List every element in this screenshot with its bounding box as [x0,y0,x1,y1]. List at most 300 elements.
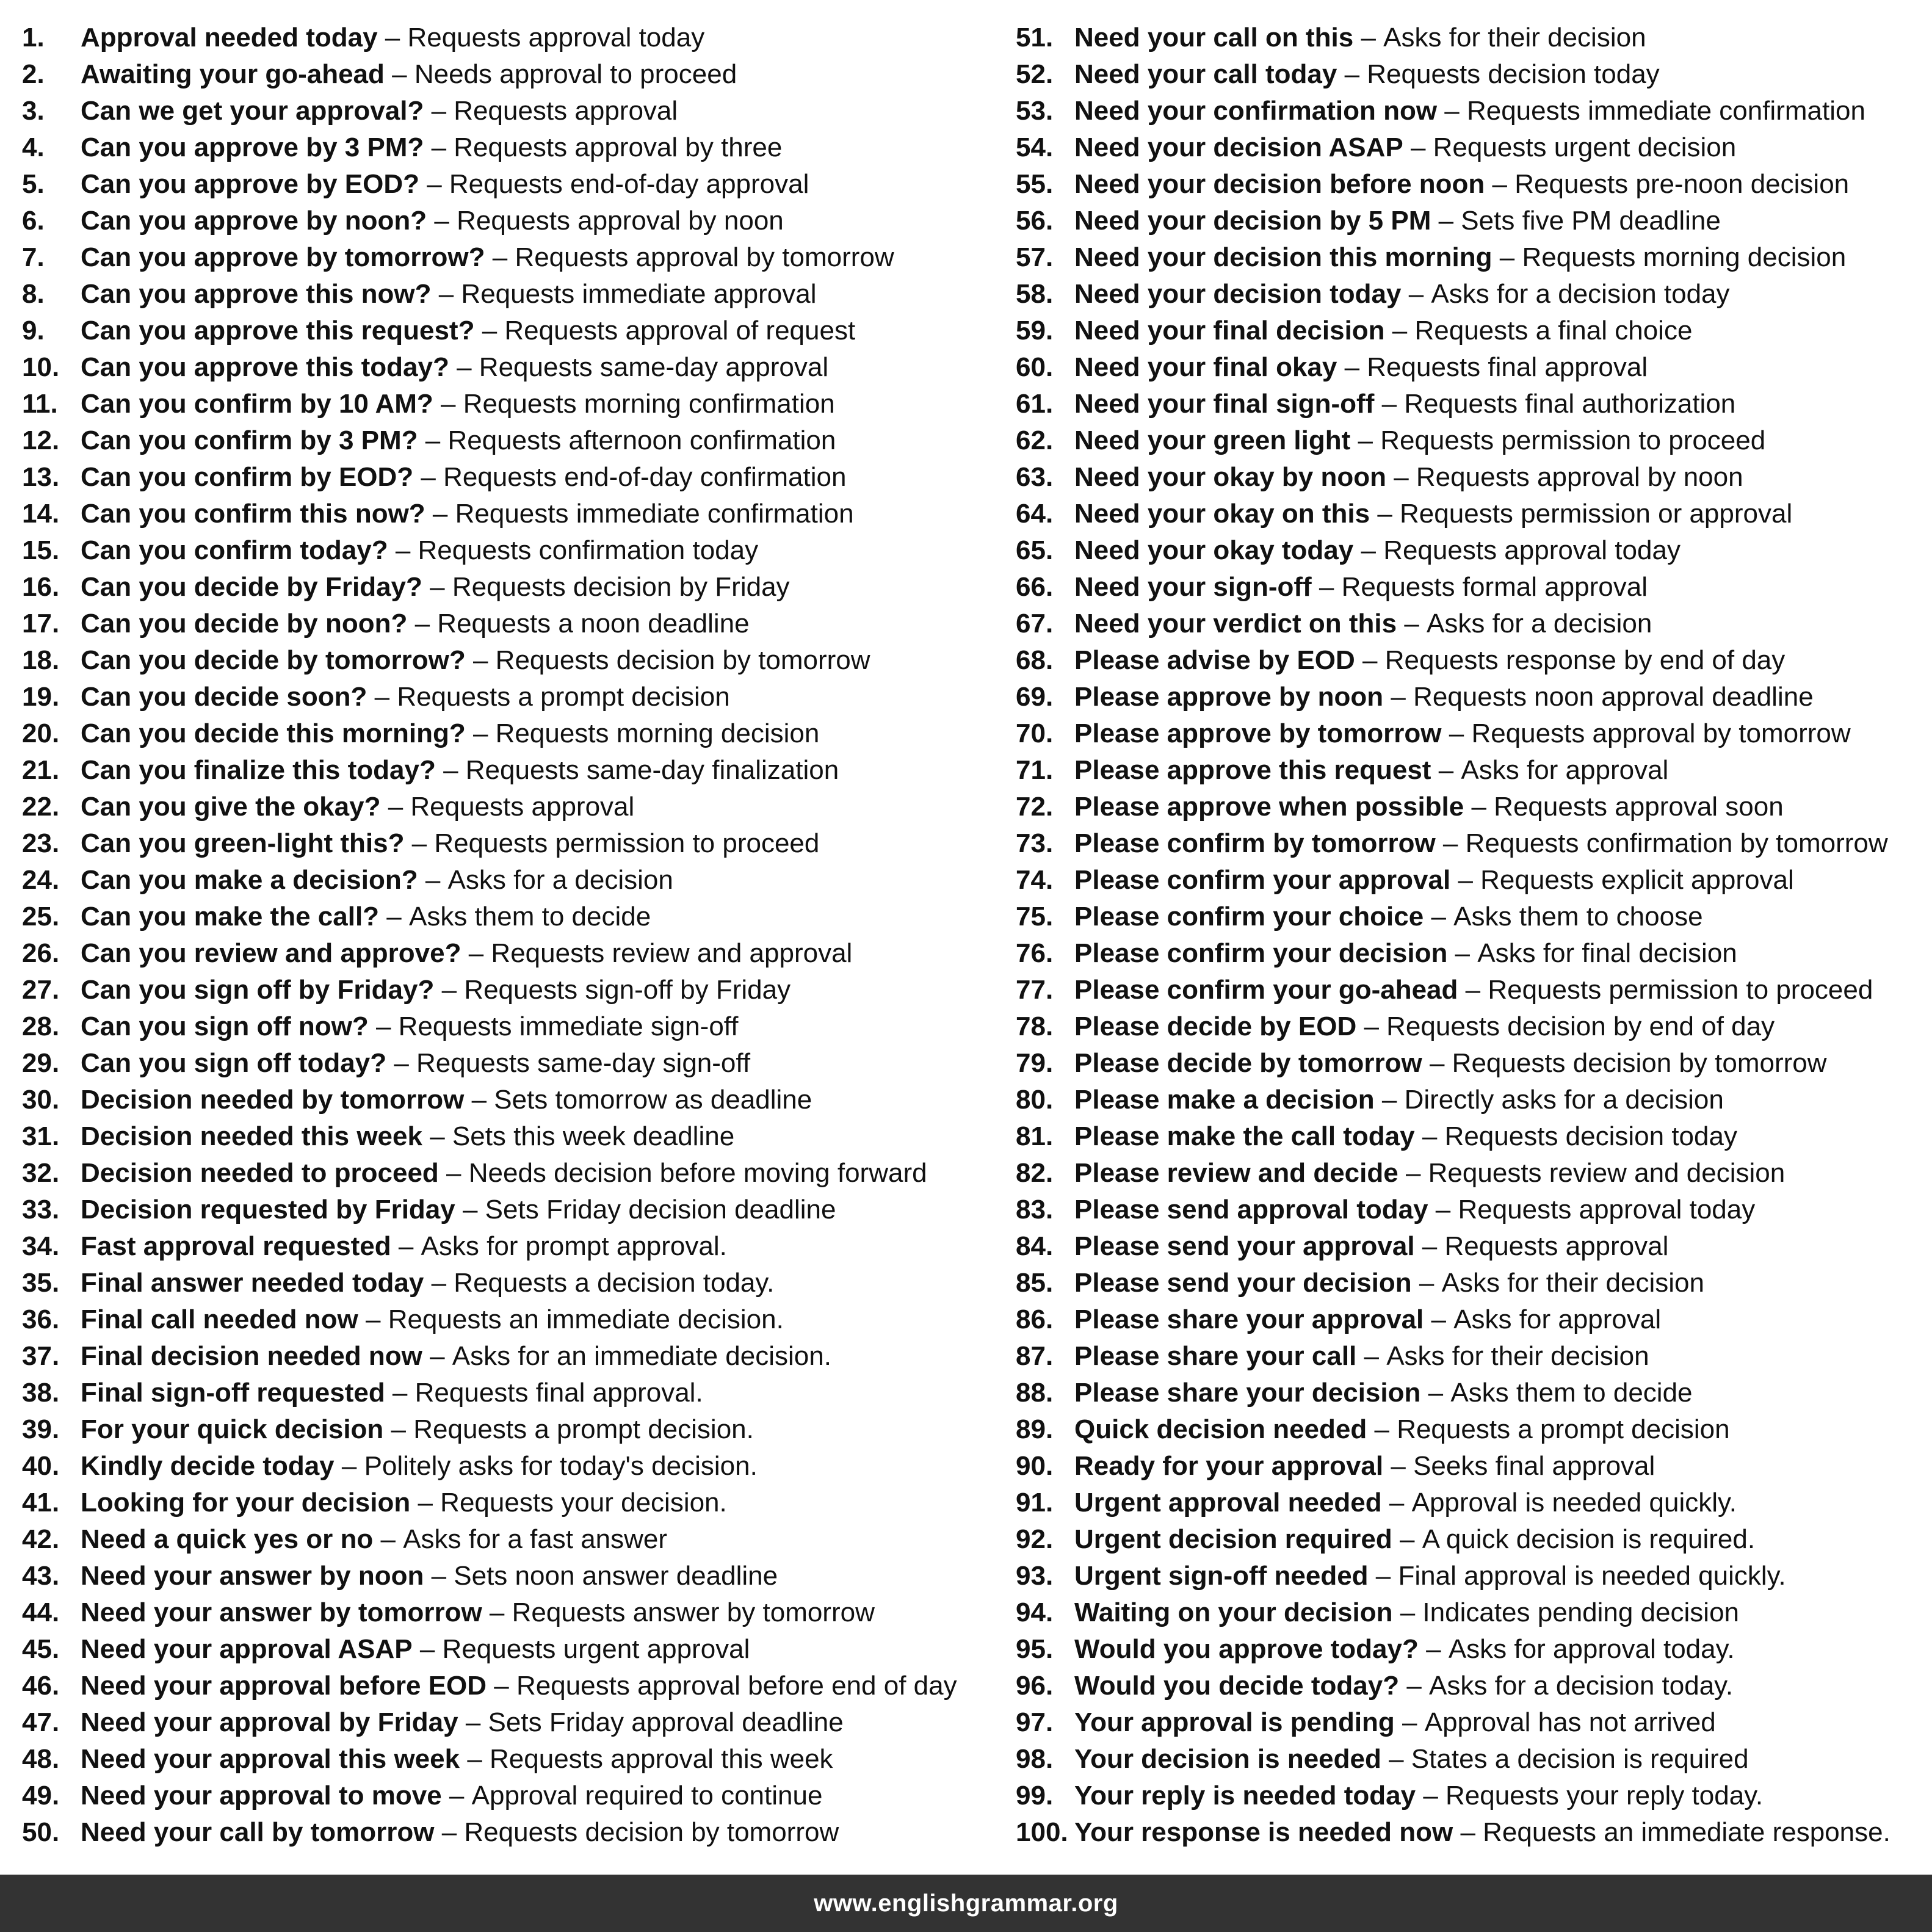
list-item [22,459,999,496]
item-description: Requests immediate confirmation [1466,96,1865,126]
item-separator: – [1367,1414,1397,1444]
item-number: 92. [1016,1524,1054,1554]
item-number: 70. [1016,718,1054,748]
list-item [1016,313,1919,349]
item-description: Directly asks for a decision [1404,1085,1724,1115]
item-phrase: Need your call by tomorrow [81,1817,435,1847]
list-item [22,1375,999,1411]
item-phrase: Please approve this request [1074,755,1431,785]
item-phrase: Can we get your approval? [81,96,424,126]
item-number: 55. [1016,169,1054,199]
item-separator: – [385,1378,415,1408]
item-number: 7. [22,242,45,272]
item-separator: – [1337,59,1367,89]
item-separator: – [1450,865,1481,895]
list-item [1016,1411,1919,1448]
item-phrase: Please share your decision [1074,1378,1421,1408]
item-number: 12. [22,425,60,455]
item-description: Requests same-day finalization [465,755,839,785]
item-number: 56. [1016,206,1054,236]
item-separator: – [1403,132,1433,162]
item-description: Asks for prompt approval. [421,1231,727,1261]
list-item [22,1594,999,1631]
item-phrase: Can you make the call? [81,902,380,932]
item-number: 91. [1016,1488,1054,1518]
item-phrase: Can you green-light this? [81,828,405,858]
list-item [22,1521,999,1558]
item-separator: – [377,23,408,52]
item-separator: – [368,1011,399,1041]
item-phrase: Can you finalize this today? [81,755,436,785]
item-separator: – [1453,1817,1483,1847]
list-item [1016,1741,1919,1778]
list-item [22,1448,999,1485]
item-description: Sets Friday approval deadline [488,1707,844,1737]
item-phrase: Can you confirm by 10 AM? [81,389,433,419]
list-item [22,1741,999,1778]
list-item [1016,642,1919,679]
item-number: 6. [22,206,45,236]
item-description: Requests end-of-day approval [449,169,809,199]
item-number: 100. [1016,1817,1068,1847]
item-separator: – [1416,1781,1446,1811]
item-separator: – [418,425,448,455]
item-separator: – [1394,1707,1425,1737]
item-phrase: Need your okay today [1074,535,1354,565]
list-item [22,496,999,532]
item-separator: – [474,316,505,346]
list-item [22,386,999,422]
item-separator: – [465,718,496,748]
item-description: Approval required to continue [471,1781,823,1811]
item-description: Requests decision today [1444,1121,1737,1151]
item-phrase: Urgent sign-off needed [1074,1561,1369,1591]
list-item [22,349,999,386]
item-description: Requests approval soon [1494,792,1784,822]
item-description: Requests permission to proceed [1380,425,1766,455]
item-separator: – [424,1561,454,1591]
item-number: 52. [1016,59,1054,89]
list-item [1016,1668,1919,1704]
item-separator: – [1392,1597,1423,1627]
list-item [1016,166,1919,203]
item-description: Requests confirmation by tomorrow [1465,828,1888,858]
list-item [22,715,999,752]
item-description: States a decision is required [1411,1744,1749,1774]
item-number: 8. [22,279,45,309]
item-phrase: Need your approval before EOD [81,1671,487,1701]
item-phrase: Need your sign-off [1074,572,1312,602]
item-description: Asks for approval [1453,1304,1662,1334]
item-separator: – [422,1121,452,1151]
item-phrase: Can you approve by noon? [81,206,427,236]
item-separator: – [384,59,414,89]
item-number: 19. [22,682,60,712]
item-number: 42. [22,1524,60,1554]
item-description: Asks for their decision [1441,1268,1704,1298]
item-number: 11. [22,389,58,419]
item-number: 20. [22,718,60,748]
list-item [22,1485,999,1521]
item-phrase: Need your approval by Friday [81,1707,458,1737]
item-description: Requests pre-noon decision [1514,169,1850,199]
list-item [1016,972,1919,1008]
item-separator: – [358,1304,388,1334]
item-phrase: Need your final okay [1074,352,1337,382]
item-separator: – [435,755,466,785]
item-number: 5. [22,169,45,199]
item-number: 59. [1016,316,1054,346]
item-phrase: Need your okay on this [1074,499,1370,529]
item-description: Requests afternoon confirmation [447,425,836,455]
item-separator: – [1447,938,1478,968]
item-separator: – [388,535,418,565]
item-number: 85. [1016,1268,1054,1298]
item-separator: – [1420,1378,1451,1408]
item-separator: – [464,1085,494,1115]
item-phrase: Please decide by tomorrow [1074,1048,1422,1078]
item-number: 1. [22,23,45,52]
item-separator: – [1431,206,1461,236]
item-phrase: Can you decide by tomorrow? [81,645,466,675]
item-separator: – [458,1707,488,1737]
list-item [1016,386,1919,422]
list-item [1016,1228,1919,1265]
item-number: 38. [22,1378,60,1408]
list-item [22,422,999,459]
item-separator: – [1383,682,1414,712]
list-item [1016,276,1919,313]
item-number: 43. [22,1561,60,1591]
item-separator: – [485,242,515,272]
item-number: 37. [22,1341,60,1371]
item-number: 39. [22,1414,60,1444]
list-item [1016,569,1919,606]
list-item [1016,56,1919,93]
item-description: Requests your reply today. [1445,1781,1764,1811]
item-number: 9. [22,316,45,346]
item-number: 98. [1016,1744,1054,1774]
item-separator: – [1414,1231,1445,1261]
list-item [22,899,999,935]
item-description: Requests a final choice [1414,316,1693,346]
item-separator: – [425,499,455,529]
item-description: Needs approval to proceed [414,59,737,89]
list-item [22,1082,999,1118]
list-item [22,166,999,203]
item-number: 15. [22,535,60,565]
item-separator: – [1437,96,1467,126]
item-phrase: Awaiting your go-ahead [81,59,385,89]
list-item [22,862,999,899]
item-number: 40. [22,1451,60,1481]
list-item [1016,899,1919,935]
list-item [22,1045,999,1082]
item-phrase: Your approval is pending [1074,1707,1395,1737]
item-phrase: Can you decide soon? [81,682,367,712]
list-item [1016,1082,1919,1118]
item-separator: – [410,1488,441,1518]
item-description: Requests decision by tomorrow [464,1817,839,1847]
item-separator: – [422,572,452,602]
item-description: Asks for a decision today. [1429,1671,1734,1701]
item-number: 79. [1016,1048,1054,1078]
item-separator: – [1428,1195,1458,1225]
item-description: Requests morning decision [495,718,820,748]
item-separator: – [460,1744,490,1774]
item-separator: – [380,792,411,822]
item-phrase: Need your answer by noon [81,1561,424,1591]
item-phrase: Need your green light [1074,425,1351,455]
item-number: 71. [1016,755,1054,785]
item-description: Sets noon answer deadline [454,1561,778,1591]
item-description: Sets tomorrow as deadline [494,1085,812,1115]
list-item [22,1778,999,1814]
item-separator: – [1374,389,1405,419]
item-phrase: Need your final decision [1074,316,1385,346]
item-phrase: Please approve by noon [1074,682,1384,712]
list-item [22,56,999,93]
item-number: 82. [1016,1158,1054,1188]
phrase-list-left-column [22,20,999,1851]
item-description: Approval is needed quickly. [1411,1488,1737,1518]
item-description: Seeks final approval [1413,1451,1655,1481]
item-phrase: Can you make a decision? [81,865,418,895]
item-separator: – [386,1048,417,1078]
item-phrase: Decision needed to proceed [81,1158,439,1188]
item-number: 99. [1016,1781,1054,1811]
item-phrase: Can you give the okay? [81,792,381,822]
item-phrase: Need your call on this [1074,23,1354,52]
item-number: 95. [1016,1634,1054,1664]
item-number: 29. [22,1048,60,1078]
item-description: Asks for approval today. [1448,1634,1735,1664]
item-separator: – [482,1597,512,1627]
item-number: 69. [1016,682,1054,712]
item-number: 13. [22,462,60,492]
item-description: Requests approval today [1383,535,1681,565]
item-separator: – [424,1268,454,1298]
item-description: Asks for approval [1461,755,1669,785]
item-number: 34. [22,1231,60,1261]
item-number: 10. [22,352,60,382]
item-phrase: Need your approval ASAP [81,1634,413,1664]
list-item [22,20,999,56]
item-phrase: Please make the call today [1074,1121,1415,1151]
list-item [1016,1594,1919,1631]
item-separator: – [1384,316,1415,346]
list-item [1016,422,1919,459]
item-phrase: Need your approval this week [81,1744,460,1774]
item-phrase: Need your decision this morning [1074,242,1492,272]
item-number: 4. [22,132,45,162]
item-number: 97. [1016,1707,1054,1737]
item-description: Requests decision by tomorrow [1452,1048,1827,1078]
item-separator: – [1401,279,1431,309]
footer-bar [0,1875,1932,1932]
item-phrase: Can you confirm by EOD? [81,462,414,492]
list-item [22,1301,999,1338]
item-description: Requests approval by three [454,132,783,162]
item-phrase: Please review and decide [1074,1158,1398,1188]
item-phrase: Your response is needed now [1074,1817,1453,1847]
item-phrase: Your reply is needed today [1074,1781,1416,1811]
item-number: 65. [1016,535,1054,565]
item-separator: – [367,682,397,712]
item-phrase: Quick decision needed [1074,1414,1367,1444]
list-item [1016,203,1919,239]
item-description: Requests decision by Friday [452,572,790,602]
item-number: 22. [22,792,60,822]
item-description: Requests a noon deadline [437,609,750,639]
item-number: 60. [1016,352,1054,382]
item-separator: – [1424,1304,1454,1334]
item-phrase: Final call needed now [81,1304,358,1334]
item-number: 17. [22,609,60,639]
item-separator: – [431,279,461,309]
item-description: A quick decision is required. [1422,1524,1756,1554]
item-number: 41. [22,1488,60,1518]
item-number: 77. [1016,975,1054,1005]
item-phrase: Please share your approval [1074,1304,1424,1334]
item-description: Requests review and decision [1428,1158,1785,1188]
item-phrase: Need your final sign-off [1074,389,1375,419]
item-phrase: Can you confirm today? [81,535,388,565]
list-item [1016,1045,1919,1082]
item-separator: – [1422,1048,1452,1078]
item-separator: – [433,389,463,419]
item-separator: – [1353,23,1384,52]
item-phrase: Can you decide by noon? [81,609,408,639]
list-item [22,129,999,166]
item-number: 35. [22,1268,60,1298]
item-description: Requests morning confirmation [463,389,835,419]
item-separator: – [1435,828,1466,858]
item-number: 78. [1016,1011,1054,1041]
item-number: 49. [22,1781,60,1811]
list-item [1016,935,1919,972]
item-phrase: Need a quick yes or no [81,1524,374,1554]
list-item [22,642,999,679]
item-separator: – [1337,352,1367,382]
item-number: 90. [1016,1451,1054,1481]
item-phrase: Can you approve by tomorrow? [81,242,485,272]
item-phrase: Need your decision today [1074,279,1402,309]
item-description: Requests sign-off by Friday [464,975,791,1005]
item-number: 93. [1016,1561,1054,1591]
item-description: Politely asks for today's decision. [364,1451,758,1481]
item-separator: – [449,352,479,382]
item-description: Requests approval [410,792,635,822]
item-phrase: Can you approve by 3 PM? [81,132,424,162]
item-separator: – [1458,975,1488,1005]
item-description: Requests decision today [1367,59,1660,89]
item-number: 32. [22,1158,60,1188]
item-phrase: Decision requested by Friday [81,1195,455,1225]
item-separator: – [1392,1524,1422,1554]
item-phrase: Fast approval requested [81,1231,391,1261]
item-number: 53. [1016,96,1054,126]
item-separator: – [1485,169,1515,199]
item-description: Requests permission to proceed [434,828,820,858]
item-separator: – [441,1781,472,1811]
item-phrase: Need your call today [1074,59,1337,89]
list-item [1016,532,1919,569]
item-number: 84. [1016,1231,1054,1261]
item-phrase: Your decision is needed [1074,1744,1381,1774]
item-separator: – [1431,755,1461,785]
item-separator: – [1311,572,1342,602]
item-description: Asks them to decide [1450,1378,1693,1408]
item-description: Asks them to choose [1453,902,1703,932]
list-item [22,1411,999,1448]
item-separator: – [1355,645,1385,675]
item-separator: – [1418,1634,1449,1664]
item-description: Requests approval by tomorrow [1471,718,1851,748]
item-number: 61. [1016,389,1054,419]
item-description: Asks for an immediate decision. [452,1341,831,1371]
item-number: 63. [1016,462,1054,492]
item-description: Requests approval [1444,1231,1669,1261]
item-number: 83. [1016,1195,1054,1225]
item-description: Needs decision before moving forward [468,1158,927,1188]
list-item [22,203,999,239]
item-description: Asks for final decision [1477,938,1737,968]
item-separator: – [427,206,457,236]
item-separator: – [1356,1341,1387,1371]
item-phrase: Need your approval to move [81,1781,442,1811]
item-separator: – [418,865,448,895]
item-phrase: Ready for your approval [1074,1451,1384,1481]
item-number: 72. [1016,792,1054,822]
item-description: Asks for their decision [1386,1341,1649,1371]
list-item [22,825,999,862]
list-item [22,1008,999,1045]
list-item [1016,679,1919,715]
item-phrase: Can you confirm by 3 PM? [81,425,418,455]
list-item [22,1704,999,1741]
item-separator: – [1397,609,1427,639]
item-separator: – [487,1671,516,1701]
item-number: 73. [1016,828,1054,858]
list-item [22,1338,999,1375]
list-item [1016,1375,1919,1411]
list-item [1016,20,1919,56]
item-number: 88. [1016,1378,1054,1408]
item-description: Requests same-day sign-off [416,1048,751,1078]
item-separator: – [1492,242,1522,272]
item-description: Requests a prompt decision [397,682,730,712]
item-phrase: Please make a decision [1074,1085,1375,1115]
list-item [1016,715,1919,752]
item-number: 89. [1016,1414,1054,1444]
list-item [22,1192,999,1228]
item-phrase: Please confirm your approval [1074,865,1451,895]
item-description: Requests answer by tomorrow [512,1597,875,1627]
list-item [22,569,999,606]
item-number: 21. [22,755,60,785]
list-item [1016,496,1919,532]
item-description: Requests your decision. [440,1488,727,1518]
list-item [1016,129,1919,166]
item-separator: – [465,645,496,675]
item-description: Requests formal approval [1341,572,1648,602]
item-separator: – [461,938,491,968]
item-phrase: Need your okay by noon [1074,462,1386,492]
list-item [22,1668,999,1704]
item-phrase: Final sign-off requested [81,1378,385,1408]
item-phrase: Need your decision ASAP [1074,132,1403,162]
